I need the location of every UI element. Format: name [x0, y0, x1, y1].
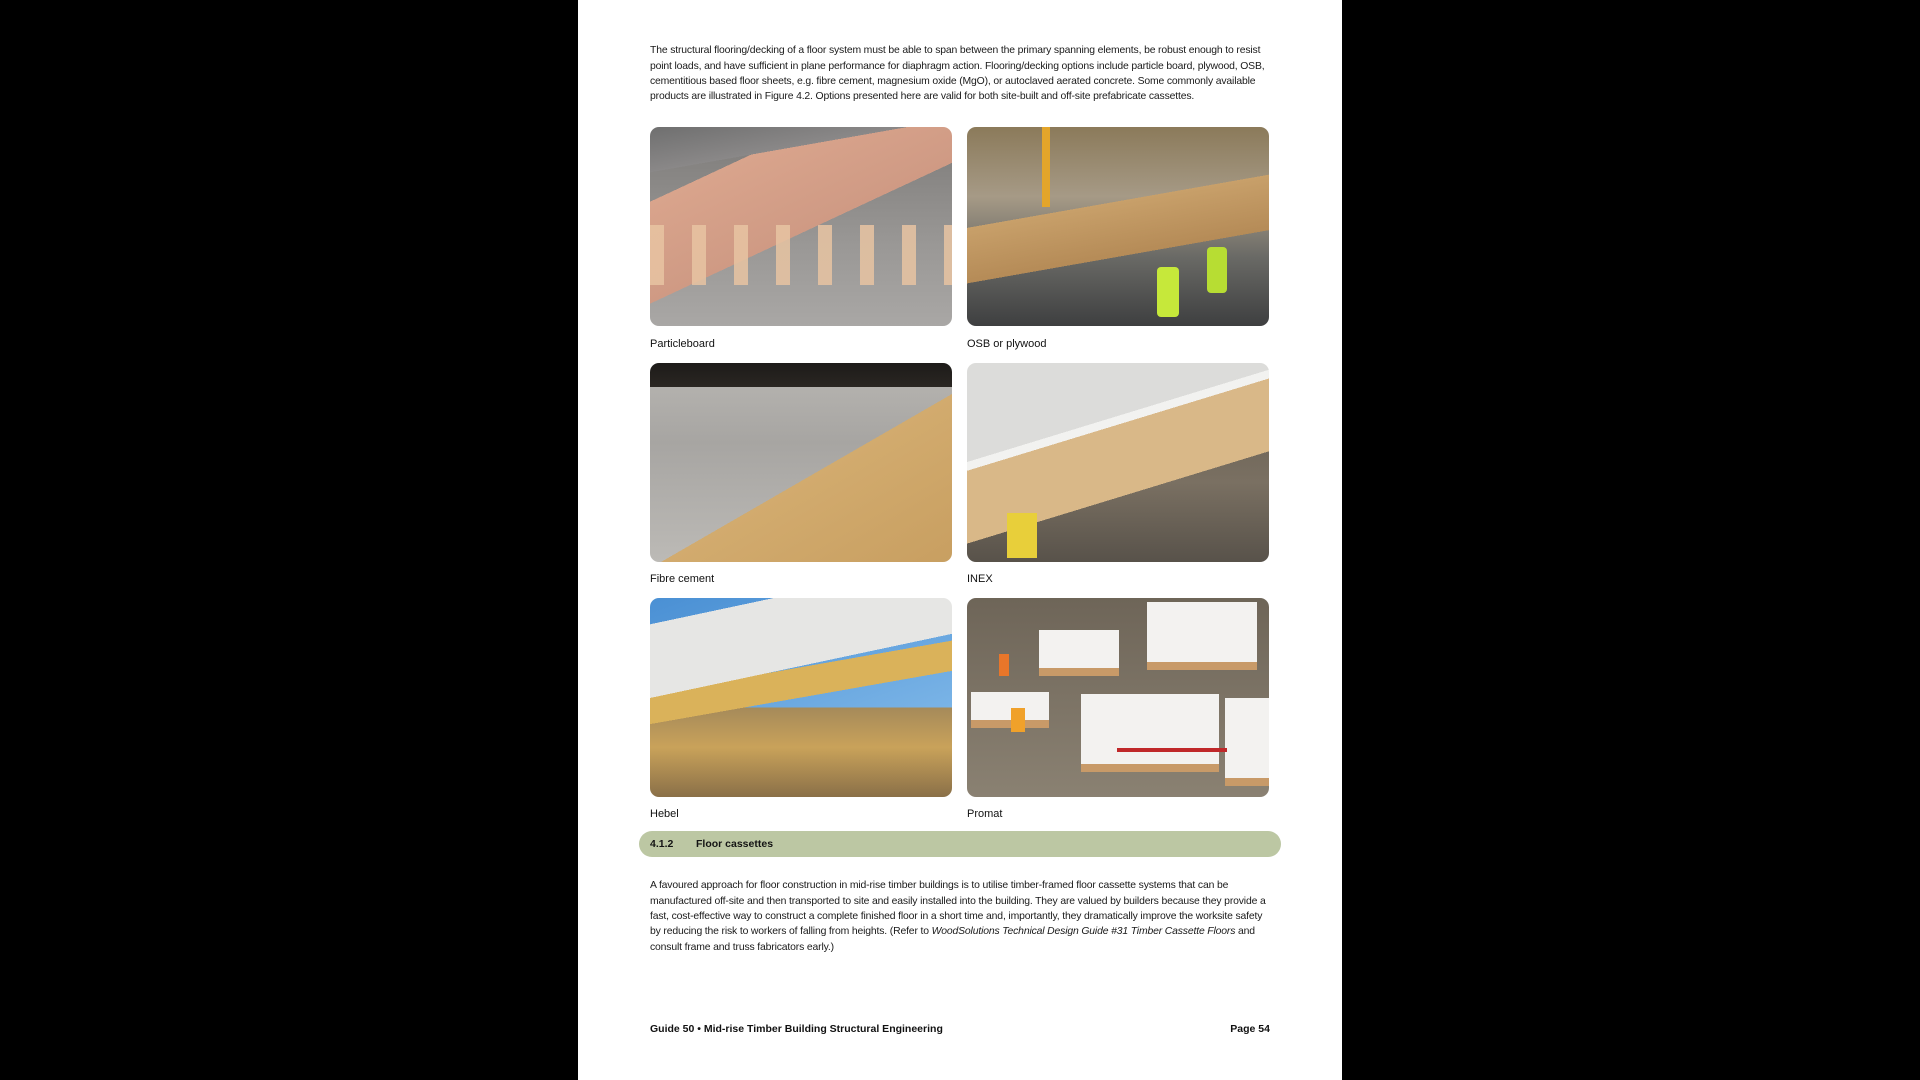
- worker: [999, 654, 1009, 676]
- promat-photo: [967, 598, 1269, 797]
- section-heading: [639, 831, 1281, 857]
- paragraph-text: A favoured approach for floor construction in mid-rise timber buildings is to utilise timber-framed floor cassette systems that can be manufactured off-site and then transported to site and easily installed into the building. They are valued by builders because they provide a fast, cost-effective way to construct a complete finished floor in a short time and, importantly, they dramatically improve the worksite safety by reducing the risk to workers of falling from heights. (Refer to: [650, 880, 1266, 938]
- cassette-slab: [1225, 698, 1269, 786]
- figure-caption: OSB or plywood: [967, 338, 1047, 350]
- particleboard-photo: [650, 127, 952, 326]
- cassette-slab: [971, 692, 1049, 728]
- lifting-beam: [1117, 748, 1227, 752]
- cassette-slab: [1039, 630, 1119, 676]
- section-paragraph: [650, 878, 1274, 954]
- fibre-cement-photo: [650, 363, 952, 562]
- crane-mast: [1042, 127, 1050, 207]
- guide-reference: WoodSolutions Technical Design Guide #31 Timber Cassette Floors: [931, 926, 1236, 938]
- figure-caption: Promat: [967, 808, 1003, 820]
- worker-vest: [1207, 247, 1227, 293]
- yellow-pad: [1007, 513, 1037, 558]
- section-title: Floor cassettes: [696, 838, 774, 850]
- timber-truss-legs: [650, 225, 952, 285]
- hebel-photo: [650, 598, 952, 797]
- document-page: [578, 0, 1342, 1080]
- inex-photo: [967, 363, 1269, 562]
- section-number: 4.1.2: [650, 838, 674, 850]
- osb-plywood-photo: [967, 127, 1269, 326]
- figure-caption: Fibre cement: [650, 573, 715, 585]
- intro-paragraph: The structural flooring/decking of a floor system must be able to span between the primary spanning elements, be robust enough to resist point loads, and have sufficient in plane performance for diaphragm action. Flooring/decking options include particle board, plywood, OSB, cementitious based floor sheets, e.g. fibre cement, magnesium oxide (MgO), or autoclaved aerated concrete. Some commonly available products are illustrated in Figure 4.2. Options presented here are valid for both site-built and off-site prefabricate cassettes.: [650, 45, 1265, 103]
- figure-caption: Particleboard: [650, 338, 715, 350]
- cassette-slab: [1081, 694, 1219, 772]
- worker: [1011, 708, 1025, 732]
- paragraph-text-end: and consult frame and truss fabricators early.): [650, 926, 1255, 953]
- figure-caption: Hebel: [650, 808, 679, 820]
- cassette-slab: [1147, 602, 1257, 670]
- page-footer: [650, 1023, 1270, 1035]
- figure-caption: INEX: [967, 573, 993, 585]
- page-number: Page 54: [1230, 1023, 1270, 1035]
- worker-vest: [1157, 267, 1179, 317]
- footer-title: Guide 50 • Mid-rise Timber Building Structural Engineering: [650, 1023, 943, 1035]
